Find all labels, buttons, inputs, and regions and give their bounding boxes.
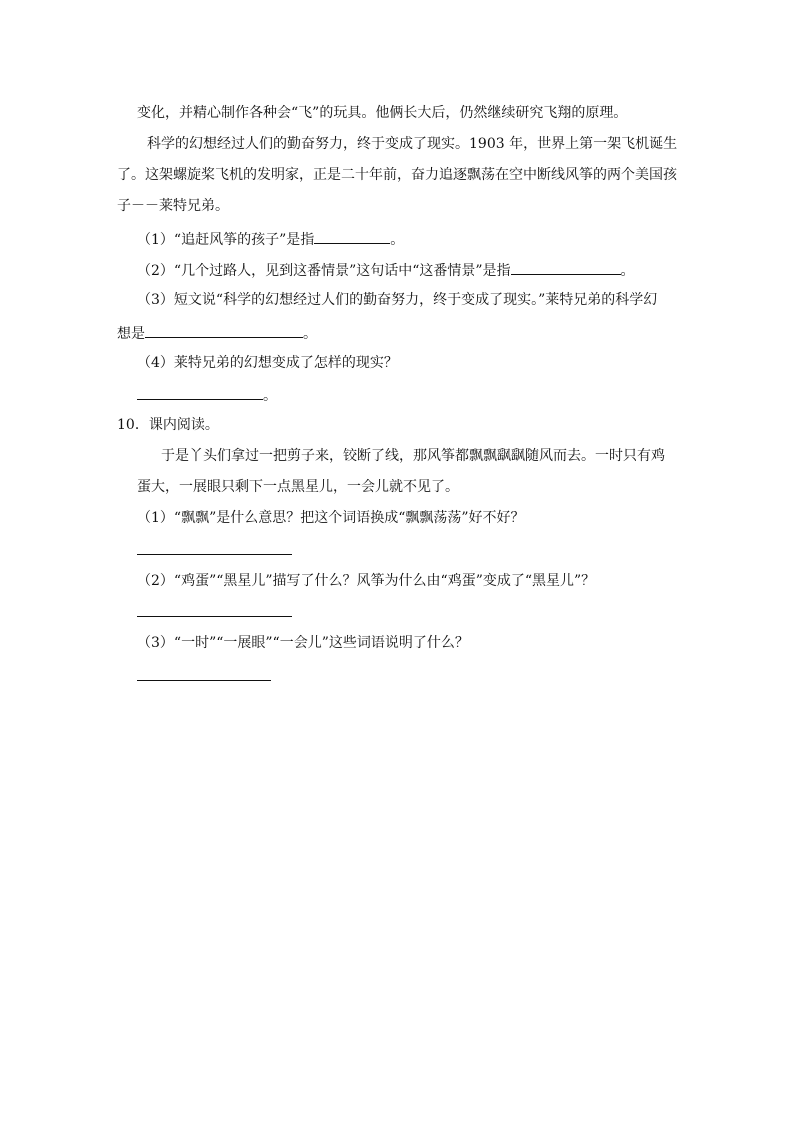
answer-blank[interactable] [314, 229, 390, 244]
question-10-3: （3）“一时”“一展眼”“一会儿”这些词语说明了什么？ [137, 635, 469, 651]
answer-line[interactable] [137, 554, 292, 555]
question-9-4-answer [137, 385, 277, 405]
answer-blank[interactable] [511, 260, 621, 275]
answer-line[interactable] [137, 616, 292, 617]
question-text: 想是 [117, 326, 145, 342]
punctuation: 。 [620, 263, 635, 279]
punctuation: 。 [390, 232, 405, 248]
passage-line: 科学的幻想经过人们的勤奋努力，终于变成了现实。1903 年，世界上第一架飞机诞生 [147, 136, 678, 152]
question-10-1: （1）“飘飘”是什么意思？把这个词语换成“飘飘荡荡”好不好？ [137, 510, 525, 526]
passage-line: 蛋大，一展眼只剩下一点黑星儿，一会儿就不见了。 [137, 479, 459, 495]
question-9-3: （3）短文说“科学的幻想经过人们的勤奋努力，终于变成了现实。”莱特兄弟的科学幻 [137, 292, 658, 308]
passage-line: 子－－莱特兄弟。 [117, 198, 229, 214]
punctuation: 。 [263, 388, 277, 404]
question-9-4: （4）莱特兄弟的幻想变成了怎样的现实？ [137, 355, 398, 371]
question-9-1 [137, 229, 404, 249]
answer-blank[interactable] [137, 385, 263, 400]
question-text: （2）“几个过路人，见到这番情景”这句话中“这番情景”是指 [137, 263, 511, 279]
passage-line: 了。这架螺旋桨飞机的发明家，正是二十年前，奋力追逐飘荡在空中断线风筝的两个美国孩 [117, 167, 677, 183]
question-9-2 [137, 260, 635, 280]
question-text: （1）“追赶风筝的孩子”是指 [137, 232, 315, 248]
punctuation: 。 [303, 326, 317, 342]
passage-line: 于是丫头们拿过一把剪子来，铰断了线，那风筝都飘飘飖飖随风而去。一时只有鸡 [161, 448, 665, 464]
answer-line[interactable] [137, 680, 271, 681]
question-10-heading: 10．课内阅读。 [117, 417, 219, 433]
question-10-2: （2）“鸡蛋”“黑星儿”描写了什么？风筝为什么由“鸡蛋”变成了“黑星儿”？ [137, 573, 596, 589]
answer-blank[interactable] [145, 323, 303, 338]
question-9-3-cont [117, 323, 317, 343]
passage-line: 变化，并精心制作各种会“飞”的玩具。他俩长大后，仍然继续研究飞翔的原理。 [137, 105, 628, 121]
